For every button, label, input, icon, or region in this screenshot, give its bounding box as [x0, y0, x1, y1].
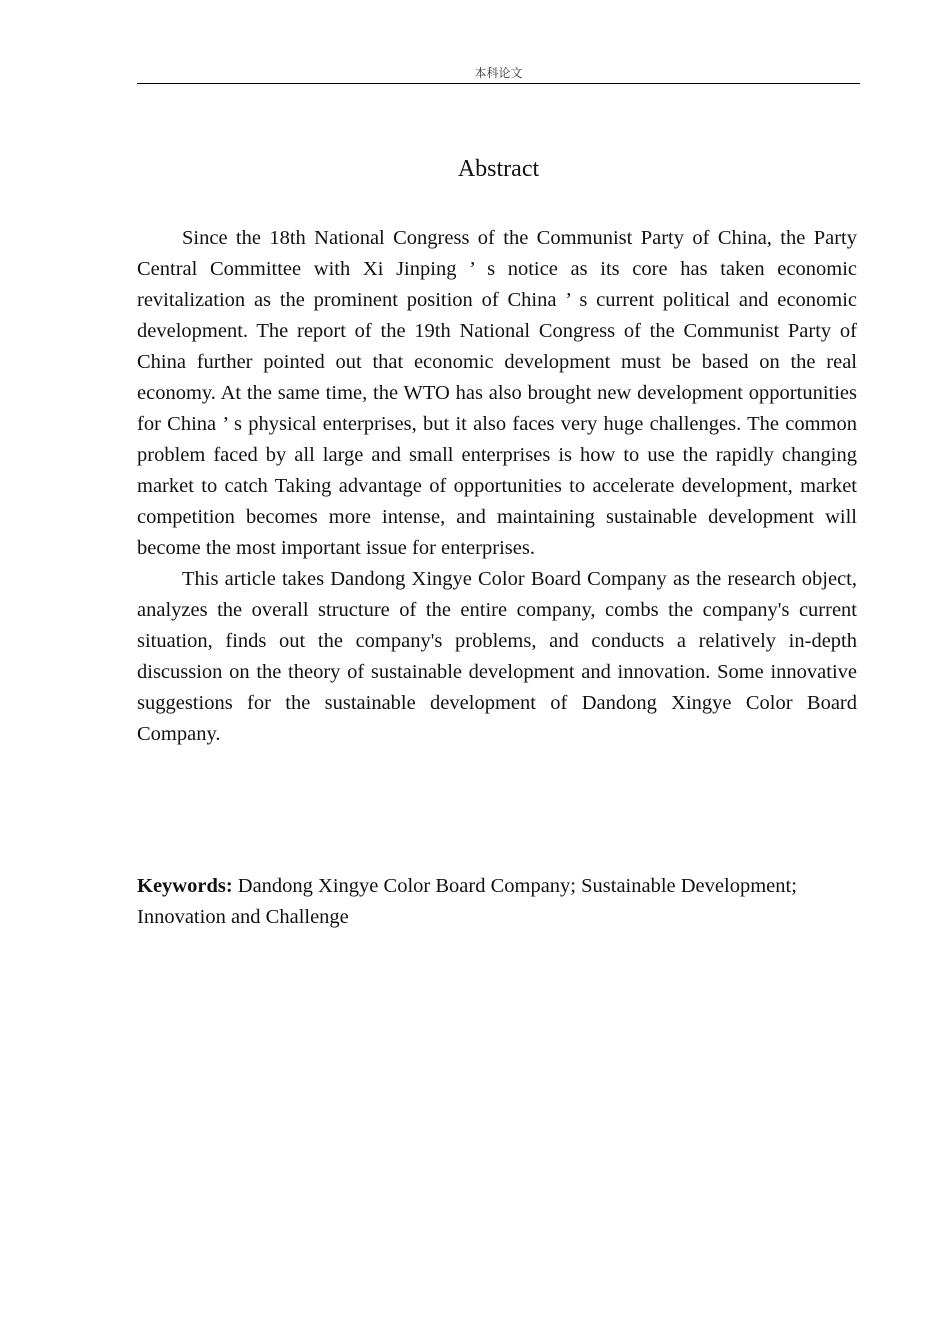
keywords-line — [137, 871, 857, 933]
abstract-paragraph: This article takes Dandong Xingye Color Board Company as the research object, analyzes the overall structure of the entire company, combs the company's current situation, finds out the company's problems, and conducts a relatively in-depth discussion on the theory of sustainable development and innovation. Some innovative suggestions for the sustainable development of Dandong Xingye Color Board Company. — [137, 568, 857, 745]
keywords-label: Keywords: — [137, 875, 233, 897]
abstract-paragraph: Since the 18th National Congress of the Communist Party of China, the Party Central Committee with Xi Jinping ’ s notice as its core has taken economic revitalization as the prominent position of China ’ s current political and economic development. The report of the 19th National Congress of the Communist Party of China further pointed out that economic development must be based on the real economy. At the same time, the WTO has also brought new development opportunities for China ’ s physical enterprises, but it also faces very huge challenges. The common problem faced by all large and small enterprises is how to use the rapidly changing market to catch Taking advantage of opportunities to accelerate development, market competition becomes more intense, and maintaining sustainable development will become the most important issue for enterprises. — [137, 227, 857, 559]
abstract-title: Abstract — [457, 156, 540, 182]
header-rule — [137, 83, 860, 84]
abstract-body — [137, 223, 857, 750]
running-header: 本科论文 — [474, 66, 523, 80]
keywords-text: Dandong Xingye Color Board Company; Sustainable Development; Innovation and Challenge — [137, 875, 797, 928]
